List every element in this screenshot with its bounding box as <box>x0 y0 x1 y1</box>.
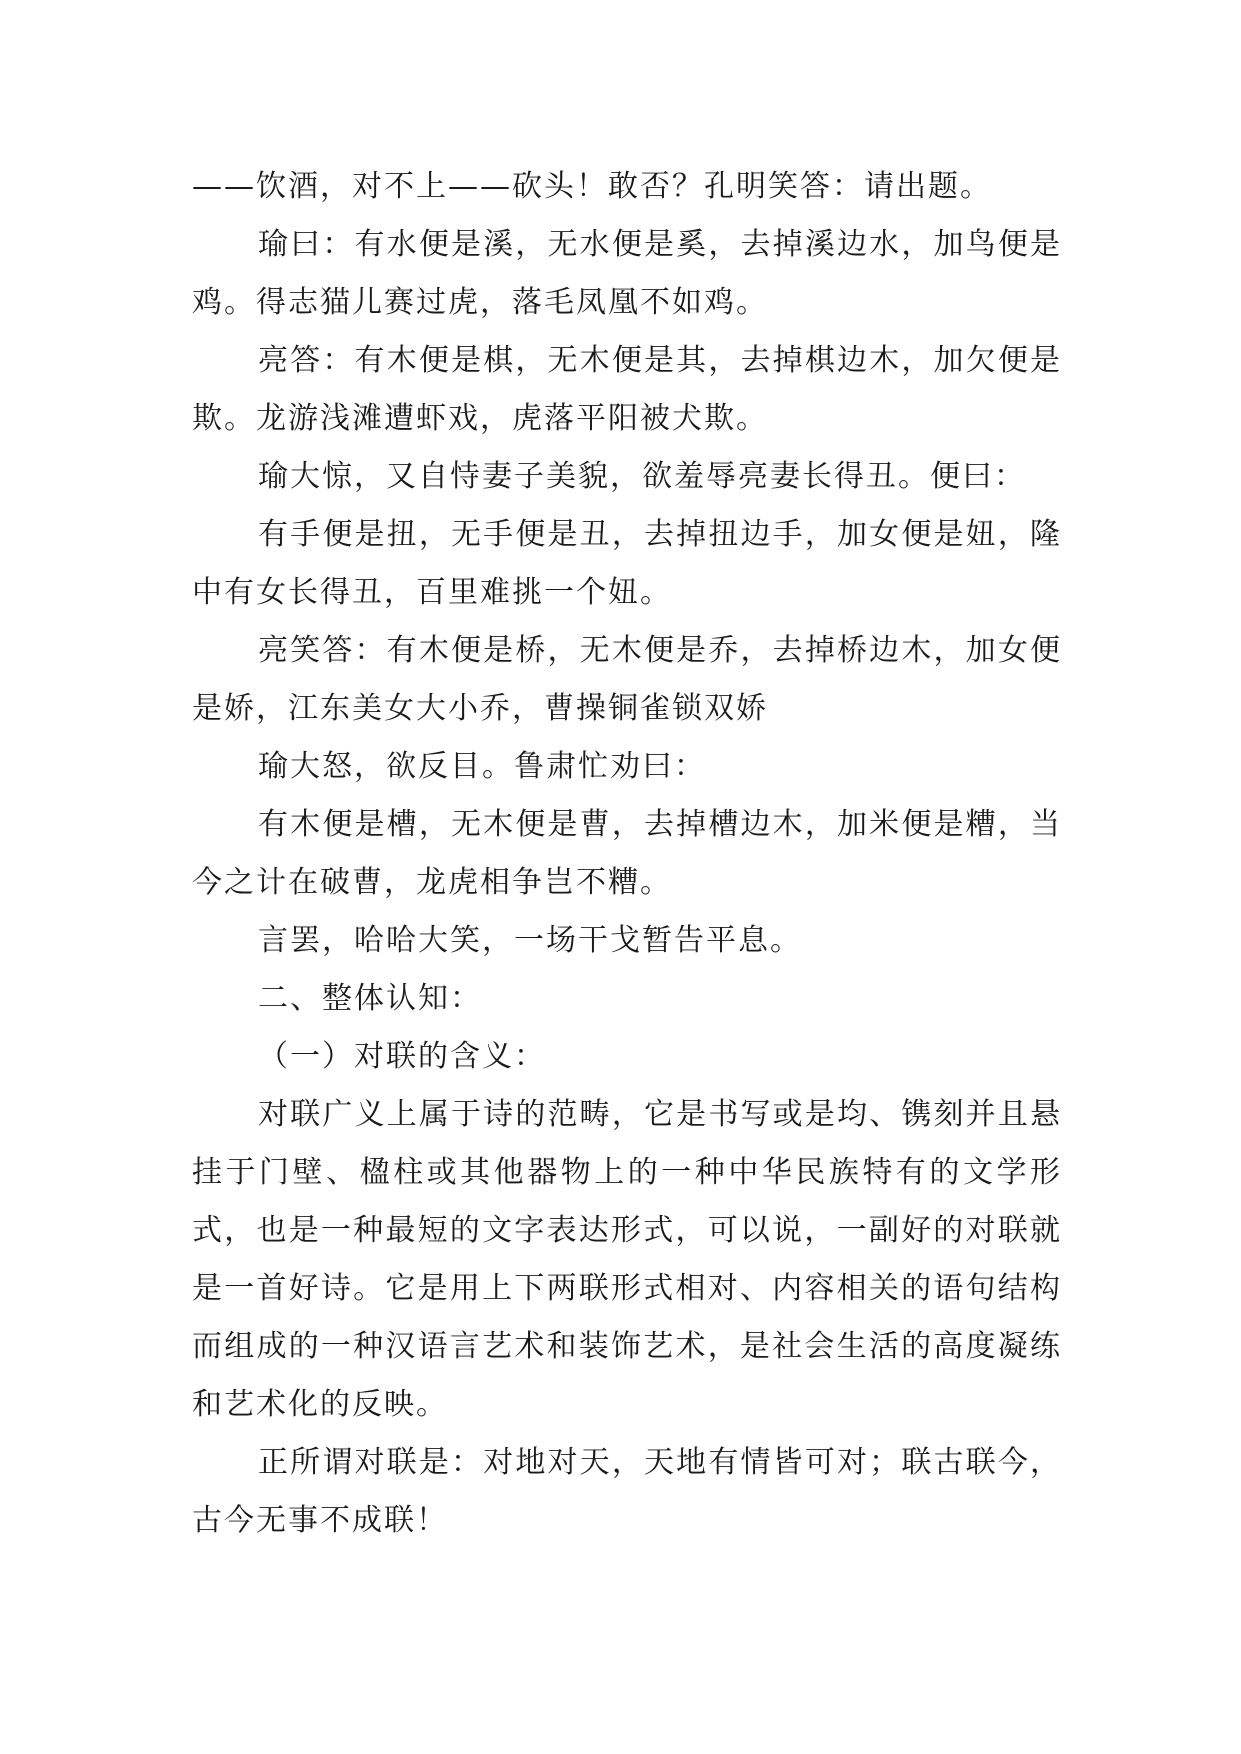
subsection-heading: （一）对联的含义： <box>258 1039 546 1074</box>
paragraph-7: 瑜大怒，欲反目。鲁肃忙劝曰： <box>258 749 706 784</box>
paragraph-6: 亮笑答：有木便是桥，无木便是乔，去掉桥边木，加女便是娇，江东美女大小乔，曹操铜雀锁双娇 <box>192 633 1062 726</box>
paragraph-5: 有手便是扭，无手便是丑，去掉扭边手，加女便是妞，隆中有女长得丑，百里难挑一个妞。 <box>192 517 1062 610</box>
paragraph-2: 瑜曰：有水便是溪，无水便是奚，去掉溪边水，加鸟便是鸡。得志猫儿赛过虎，落毛凤凰不如鸡。 <box>192 227 1062 320</box>
paragraph-3: 亮答：有木便是棋，无木便是其，去掉棋边木，加欠便是欺。龙游浅滩遭虾戏，虎落平阳被犬欺。 <box>192 343 1062 436</box>
paragraph-definition: 对联广义上属于诗的范畴，它是书写或是均、镌刻并且悬挂于门壁、楹柱或其他器物上的一种中华民族特有的文学形式，也是一种最短的文字表达形式，可以说，一副好的对联就是一首好诗。它是用上下两联形式相对、内容相关的语句结构而组成的一种汉语言艺术和装饰艺术，是社会生活的高度凝练和艺术化的反映。 <box>192 1097 1062 1422</box>
paragraph-closing: 正所谓对联是：对地对天，天地有情皆可对；联古联今，古今无事不成联！ <box>192 1445 1062 1538</box>
section-heading: 二、整体认知： <box>258 981 482 1016</box>
document-body <box>192 158 1062 1550</box>
paragraph-9: 言罢，哈哈大笑，一场干戈暂告平息。 <box>258 923 802 958</box>
paragraph-4: 瑜大惊，又自恃妻子美貌，欲羞辱亮妻长得丑。便曰： <box>258 459 1026 494</box>
paragraph-8: 有木便是槽，无木便是曹，去掉槽边木，加米便是糟，当今之计在破曹，龙虎相争岂不糟。 <box>192 807 1062 900</box>
paragraph-1: ——饮酒，对不上——砍头！敢否？孔明笑答：请出题。 <box>192 169 992 204</box>
